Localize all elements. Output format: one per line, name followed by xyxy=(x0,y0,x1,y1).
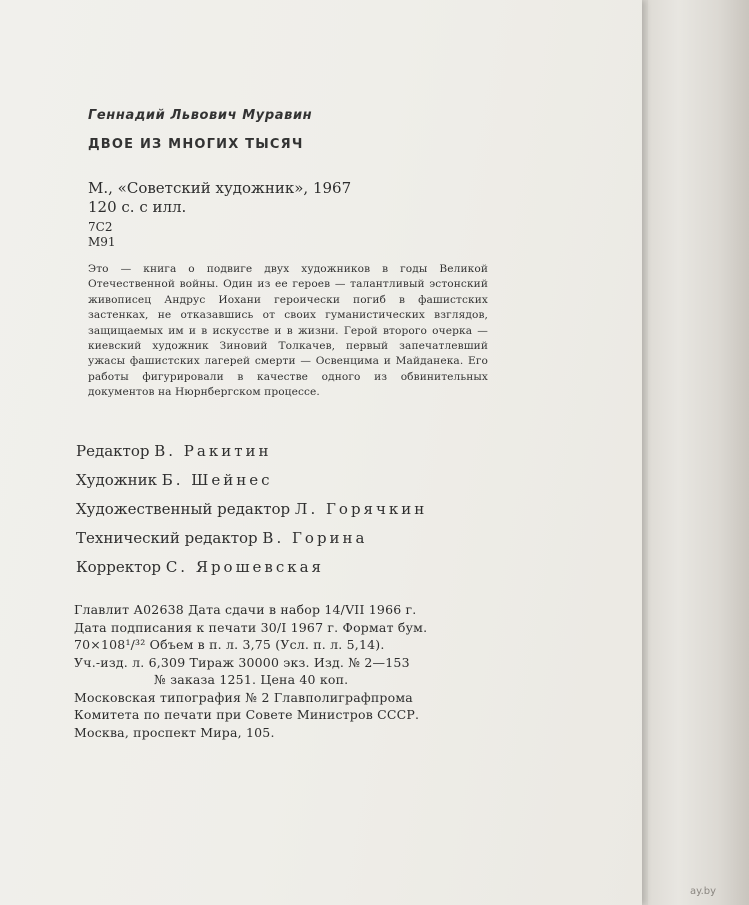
staff-name: В. Горина xyxy=(262,529,368,547)
imprint-publisher: М., «Советский художник», 1967 xyxy=(88,179,352,197)
staff-name: Л. Горячкин xyxy=(294,500,428,518)
code-bbk: 7С2 xyxy=(88,220,113,234)
staff-row xyxy=(76,437,546,466)
staff-role: Технический редактор xyxy=(76,529,258,547)
annotation: Это — книга о подвиге двух художников в годы Великой Отечественной войны. Один из ее героев — талантливый эстонский живописец Андрус Иохани героически погиб в фашистских застенках, не отказавшись от своих гуманистических взглядов, защищаемых им и в искусстве и в жизни. Герой второго очерка — киевский художник Зиновий Толкачев, первый запечатлевший ужасы фашистских лагерей смерти — Освенцима и Майданека. Его работы фигурировали в качестве одного из обвинительных документов на Нюрнбергском процессе. xyxy=(88,263,488,399)
staff-row xyxy=(76,495,546,524)
page-count: 120 с. с илл. xyxy=(88,198,187,216)
staff-role: Художественный редактор xyxy=(76,500,291,518)
staff-role: Художник xyxy=(76,471,157,489)
colophon-line: Дата подписания к печати 30/I 1967 г. Формат бум. xyxy=(74,619,428,635)
staff-name: С. Ярошевская xyxy=(165,558,325,576)
code-author: М91 xyxy=(88,235,116,249)
classification-codes xyxy=(88,220,116,250)
watermark: ay.by xyxy=(690,886,717,897)
book-title: ДВОЕ ИЗ МНОГИХ ТЫСЯЧ xyxy=(88,137,304,152)
colophon-line: Уч.-изд. л. 6,309 Тираж 30000 экз. Изд. № 2—153 xyxy=(74,654,410,670)
colophon-line: 70×108¹/³² Объем в п. л. 3,75 (Усл. п. л. 5,14). xyxy=(74,637,385,652)
staff-row xyxy=(76,553,546,582)
staff-name: В. Ракитин xyxy=(154,442,272,460)
imprint xyxy=(88,178,351,199)
staff-row xyxy=(76,524,546,553)
colophon xyxy=(74,601,514,741)
colophon-line: Главлит А02638 Дата сдачи в набор 14/VII 1966 г. xyxy=(74,602,417,617)
staff-name: Б. Шейнес xyxy=(161,471,273,489)
staff-row xyxy=(76,466,546,495)
author-name: Геннадий Львович Муравин xyxy=(88,108,313,123)
colophon-line: № заказа 1251. Цена 40 коп. xyxy=(154,672,349,687)
staff-list xyxy=(76,437,546,582)
colophon-line: Москва, проспект Мира, 105. xyxy=(74,724,275,740)
colophon-line: Комитета по печати при Совете Министров СССР. xyxy=(74,707,420,722)
page-count-block xyxy=(88,197,186,218)
staff-role: Корректор xyxy=(76,558,162,576)
colophon-line: Московская типография № 2 Главполиграфпрома xyxy=(74,689,413,705)
staff-role: Редактор xyxy=(76,442,150,460)
next-page-edge xyxy=(648,0,749,905)
